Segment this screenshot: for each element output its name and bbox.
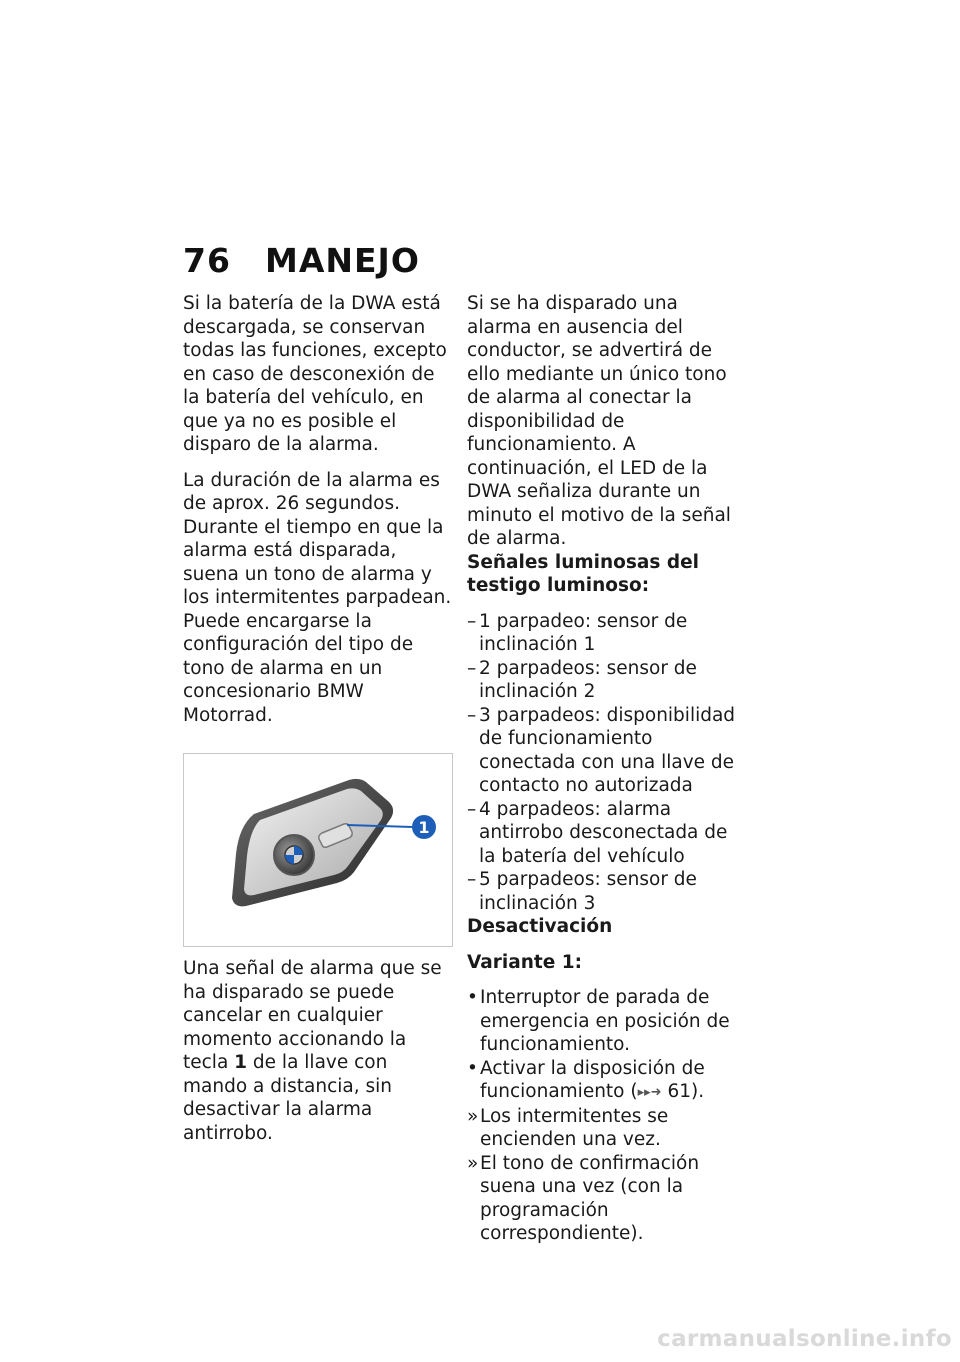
page-reference-icon: ▸▸➜ <box>637 1085 662 1100</box>
chapter-title: MANEJO <box>265 241 420 280</box>
page-reference: 61). <box>667 1081 705 1102</box>
signals-heading: Señales luminosas del testigo luminoso: <box>467 551 699 596</box>
deactivation-heading: Desactivación <box>467 916 613 937</box>
paragraph: Si la batería de la DWA está descargada, se conservan todas las funciones, excepto en caso de desconexión de la batería del vehículo, en que ya no es posible el disparo de la alarma. <box>183 293 447 455</box>
list-item: » El tono de confirmación suena una vez (con la programación correspondiente). <box>467 1152 700 1244</box>
list-item: – 2 parpadeos: sensor de inclinación 2 <box>467 657 697 702</box>
list-item: – 1 parpadeo: sensor de inclinación 1 <box>467 610 688 655</box>
right-column <box>467 292 742 1246</box>
paragraph: La duración de la alarma es de aprox. 26 segundos. Durante el tiempo en que la alarma está disparada, suena un tono de alarma y los intermitentes parpadean. Puede encargarse la configuración del tipo de tono de alarma en un concesionario BMW Motorrad. <box>183 469 452 726</box>
list-item: – 5 parpadeos: sensor de inclinación 3 <box>467 869 697 914</box>
key-figure <box>183 753 453 947</box>
paragraph: Una señal de alarma que se ha disparado se puede cancelar en cualquier momento accionando la tecla 1 de la llave con mando a distancia, sin desactivar la alarma antirrobo. <box>183 958 442 1144</box>
steps-list <box>467 986 742 1246</box>
page-header <box>183 241 420 280</box>
remote-key-illustration <box>184 754 452 946</box>
list-item: – 4 parpadeos: alarma antirrobo desconectada de la batería del vehículo <box>467 798 728 867</box>
list-item: » Los intermitentes se encienden una vez. <box>467 1105 669 1150</box>
signals-list <box>467 610 742 916</box>
callout-number: 1 <box>418 818 430 837</box>
left-column <box>183 292 453 1157</box>
key-reference: 1 <box>234 1052 248 1073</box>
paragraph: Si se ha disparado una alarma en ausencia del conductor, se advertirá de ello mediante un único tono de alarma al conectar la disponibilidad de funcionamiento. A continuación, el LED de la DWA señaliza durante un minuto el motivo de la señal de alarma. <box>467 293 731 549</box>
list-item: – 3 parpadeos: disponibilidad de funcionamiento conectada con una llave de contacto no autorizada <box>467 704 736 796</box>
list-item: • Activar la disposición de funcionamiento (▸▸➜ 61). <box>467 1057 742 1105</box>
variant-heading: Variante 1: <box>467 951 583 973</box>
page-number: 76 <box>183 241 231 280</box>
watermark: carmanualsonline.info <box>657 1326 952 1352</box>
list-item: • Interruptor de parada de emergencia en posición de funcionamiento. <box>467 987 730 1055</box>
